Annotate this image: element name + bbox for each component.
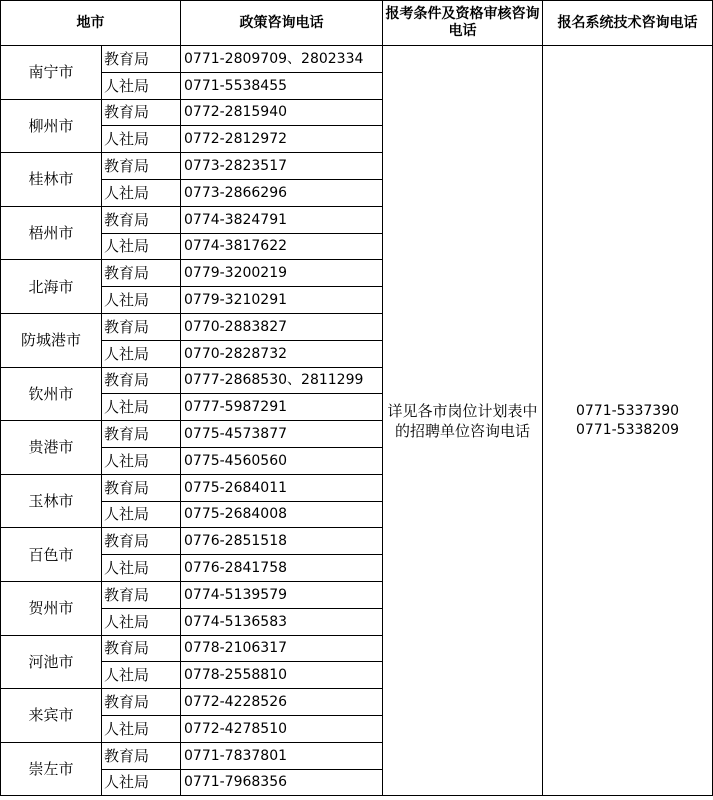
- dept-label-hr: 人社局: [102, 287, 181, 314]
- dept-label-hr: 人社局: [102, 394, 181, 421]
- city-name: 柳州市: [1, 99, 102, 153]
- hr-phone: 0772-4278510: [181, 715, 383, 742]
- education-phone: 0774-3824791: [181, 206, 383, 233]
- dept-label-hr: 人社局: [102, 233, 181, 260]
- dept-label-education: 教育局: [102, 260, 181, 287]
- education-phone: 0774-5139579: [181, 581, 383, 608]
- dept-label-education: 教育局: [102, 421, 181, 448]
- hr-phone: 0777-5987291: [181, 394, 383, 421]
- hr-phone: 0775-4560560: [181, 447, 383, 474]
- dept-label-hr: 人社局: [102, 608, 181, 635]
- hr-phone: 0778-2558810: [181, 662, 383, 689]
- education-phone: 0778-2106317: [181, 635, 383, 662]
- education-phone: 0770-2883827: [181, 313, 383, 340]
- tech-phone: 0771-5337390: [575, 402, 680, 419]
- city-name: 北海市: [1, 260, 102, 314]
- dept-label-education: 教育局: [102, 313, 181, 340]
- city-name: 梧州市: [1, 206, 102, 260]
- education-phone: 0771-2809709、2802334: [181, 46, 383, 73]
- dept-label-education: 教育局: [102, 581, 181, 608]
- dept-label-hr: 人社局: [102, 769, 181, 796]
- hr-phone: 0771-5538455: [181, 72, 383, 99]
- dept-label-hr: 人社局: [102, 126, 181, 153]
- dept-label-education: 教育局: [102, 153, 181, 180]
- city-name: 贵港市: [1, 421, 102, 475]
- dept-label-hr: 人社局: [102, 72, 181, 99]
- hr-phone: 0770-2828732: [181, 340, 383, 367]
- dept-label-hr: 人社局: [102, 179, 181, 206]
- dept-label-education: 教育局: [102, 206, 181, 233]
- education-phone: 0772-4228526: [181, 689, 383, 716]
- dept-label-hr: 人社局: [102, 555, 181, 582]
- hr-phone: 0776-2841758: [181, 555, 383, 582]
- hr-phone: 0771-7968356: [181, 769, 383, 796]
- dept-label-education: 教育局: [102, 635, 181, 662]
- city-name: 贺州市: [1, 581, 102, 635]
- city-name: 钦州市: [1, 367, 102, 421]
- hr-phone: 0774-3817622: [181, 233, 383, 260]
- hr-phone: 0779-3210291: [181, 287, 383, 314]
- city-name: 百色市: [1, 528, 102, 582]
- dept-label-hr: 人社局: [102, 715, 181, 742]
- education-phone: 0773-2823517: [181, 153, 383, 180]
- education-phone: 0776-2851518: [181, 528, 383, 555]
- city-name: 防城港市: [1, 313, 102, 367]
- header-policy-phone: 政策咨询电话: [181, 1, 383, 46]
- dept-label-education: 教育局: [102, 367, 181, 394]
- dept-label-education: 教育局: [102, 99, 181, 126]
- hr-phone: 0774-5136583: [181, 608, 383, 635]
- header-tech-phone: 报名系统技术咨询电话: [543, 1, 713, 46]
- city-name: 玉林市: [1, 474, 102, 528]
- dept-label-education: 教育局: [102, 474, 181, 501]
- tech-phones: [543, 46, 713, 796]
- education-phone: 0771-7837801: [181, 742, 383, 769]
- education-phone: 0779-3200219: [181, 260, 383, 287]
- city-name: 来宾市: [1, 689, 102, 743]
- dept-label-education: 教育局: [102, 46, 181, 73]
- header-row: [1, 1, 713, 46]
- dept-label-hr: 人社局: [102, 340, 181, 367]
- dept-label-hr: 人社局: [102, 662, 181, 689]
- city-name: 河池市: [1, 635, 102, 689]
- dept-label-education: 教育局: [102, 528, 181, 555]
- city-name: 桂林市: [1, 153, 102, 207]
- city-name: 崇左市: [1, 742, 102, 796]
- dept-label-hr: 人社局: [102, 501, 181, 528]
- education-phone: 0777-2868530、2811299: [181, 367, 383, 394]
- dept-label-education: 教育局: [102, 742, 181, 769]
- hr-phone: 0773-2866296: [181, 179, 383, 206]
- qualification-note: 详见各市岗位计划表中的招聘单位咨询电话: [383, 46, 543, 796]
- table-body: [1, 46, 713, 796]
- tech-phone: 0771-5338209: [575, 421, 680, 438]
- header-qualification-phone: 报考条件及资格审核咨询电话: [383, 1, 543, 46]
- header-city: 地市: [1, 1, 181, 46]
- dept-label-hr: 人社局: [102, 447, 181, 474]
- education-phone: 0772-2815940: [181, 99, 383, 126]
- city-name: 南宁市: [1, 46, 102, 100]
- hr-phone: 0772-2812972: [181, 126, 383, 153]
- education-phone: 0775-4573877: [181, 421, 383, 448]
- table-row: [1, 46, 713, 73]
- education-phone: 0775-2684011: [181, 474, 383, 501]
- hr-phone: 0775-2684008: [181, 501, 383, 528]
- dept-label-education: 教育局: [102, 689, 181, 716]
